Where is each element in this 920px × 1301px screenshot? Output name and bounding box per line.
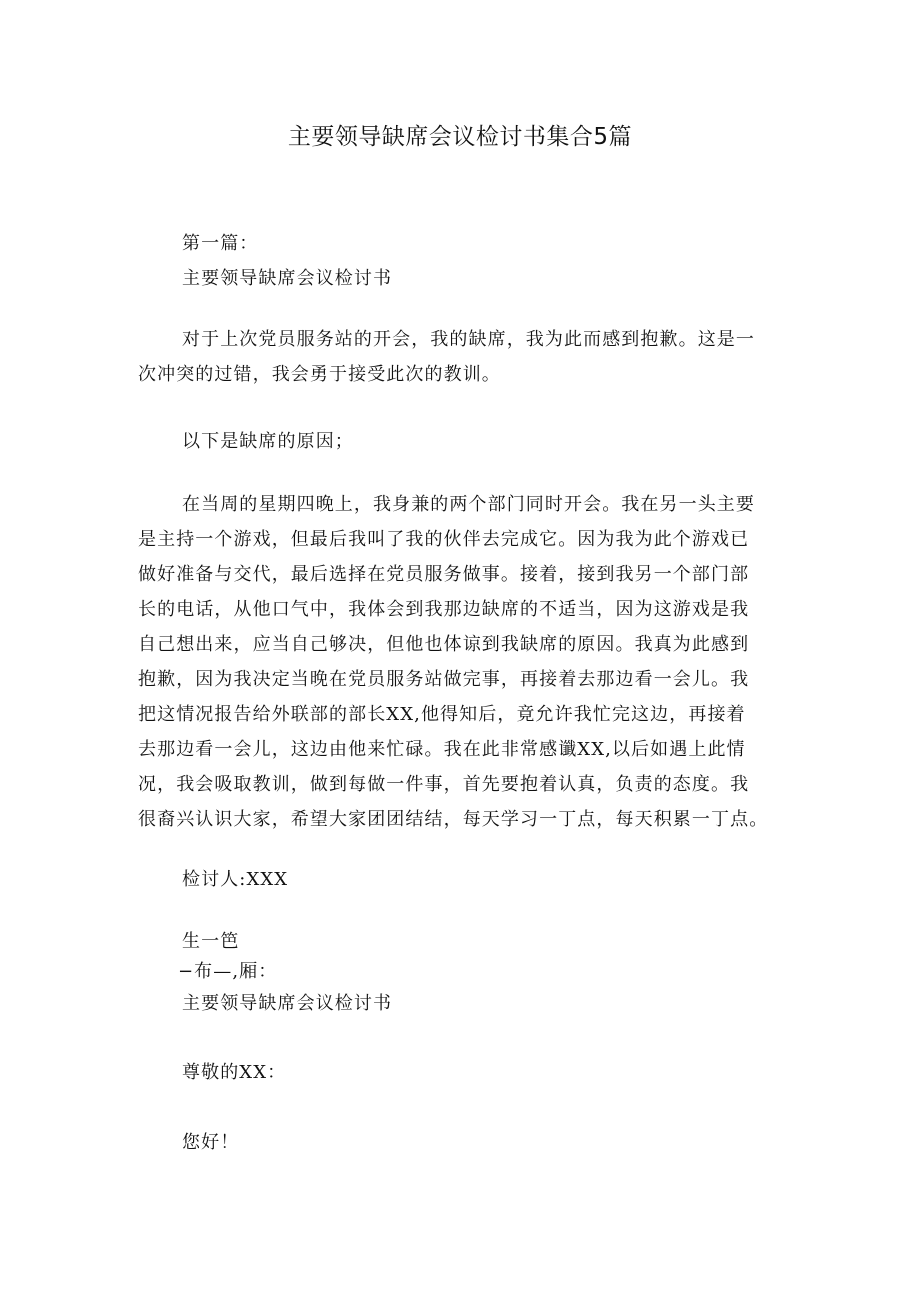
text-line: 很裔兴认识大家，希望大家团团结结，每天学习一丁点，每天积累一丁点。 xyxy=(138,809,769,830)
section2-heading-block xyxy=(138,927,786,987)
text-line: 次冲突的过错，我会勇于接受此次的教训。 xyxy=(138,364,501,385)
section1-paragraph-3 xyxy=(138,487,786,837)
greeting: 您好！ xyxy=(182,1132,240,1153)
section2-heading-garbled: −布—,厢： xyxy=(178,961,278,982)
section1-paragraph-1 xyxy=(138,322,786,392)
text-line: 对于上次党员服务站的开会，我的缺席，我为此而感到抱歉。这是一 xyxy=(182,329,755,350)
section2-subheading-block xyxy=(138,986,786,1021)
section1-heading-block xyxy=(138,226,786,296)
salutation-block xyxy=(138,1055,786,1090)
text-line: 长的电话，从他口气中，我体会到我那边缺席的不适当，因为这游戏是我 xyxy=(138,599,750,620)
text-line: 去那边看一会儿，这边由他来忙碌。我在此非常感谶XX,以后如遇上此情 xyxy=(138,739,746,760)
section2-subheading: 主要领导缺席会议检讨书 xyxy=(182,993,393,1014)
text-line: 把这情况报告给外联部的部长XX,他得知后，竟允许我忙完这边，再接着 xyxy=(138,704,746,725)
section1-heading: 第一篇： xyxy=(182,233,259,254)
text-line: 做好准备与交代，最后选择在党员服务做事。接着，接到我另一个部门部 xyxy=(138,564,750,585)
text-line: 抱歉，因为我决定当晚在党员服务站做完事，再接着去那边看一会儿。我 xyxy=(138,669,750,690)
text-line: 在当周的星期四晚上，我身兼的两个部门同时开会。我在另一头主要 xyxy=(182,494,755,515)
section2-heading: 生一笆 xyxy=(182,931,240,952)
signature-line: 检讨人:XXX xyxy=(182,869,289,890)
document-title: 主要领导缺席会议检讨书集合5篇 xyxy=(287,124,633,150)
salutation: 尊敬的XX： xyxy=(182,1062,287,1083)
text-line: 是主持一个游戏，但最后我叫了我的伙伴去完成它。因为我为此个游戏已 xyxy=(138,529,750,550)
greeting-block xyxy=(138,1125,786,1160)
text-line: 以下是缺席的原因； xyxy=(182,431,354,452)
section1-signature-block xyxy=(138,862,786,897)
text-line: 自己想出来，应当自己够决，但他也体谅到我缺席的原因。我真为此感到 xyxy=(138,634,750,655)
section1-paragraph-2 xyxy=(138,424,786,459)
section1-subheading: 主要领导缺席会议检讨书 xyxy=(182,268,393,289)
text-line: 况，我会吸取教训，做到每做一件事，首先要抱着认真，负责的态度。我 xyxy=(138,774,750,795)
